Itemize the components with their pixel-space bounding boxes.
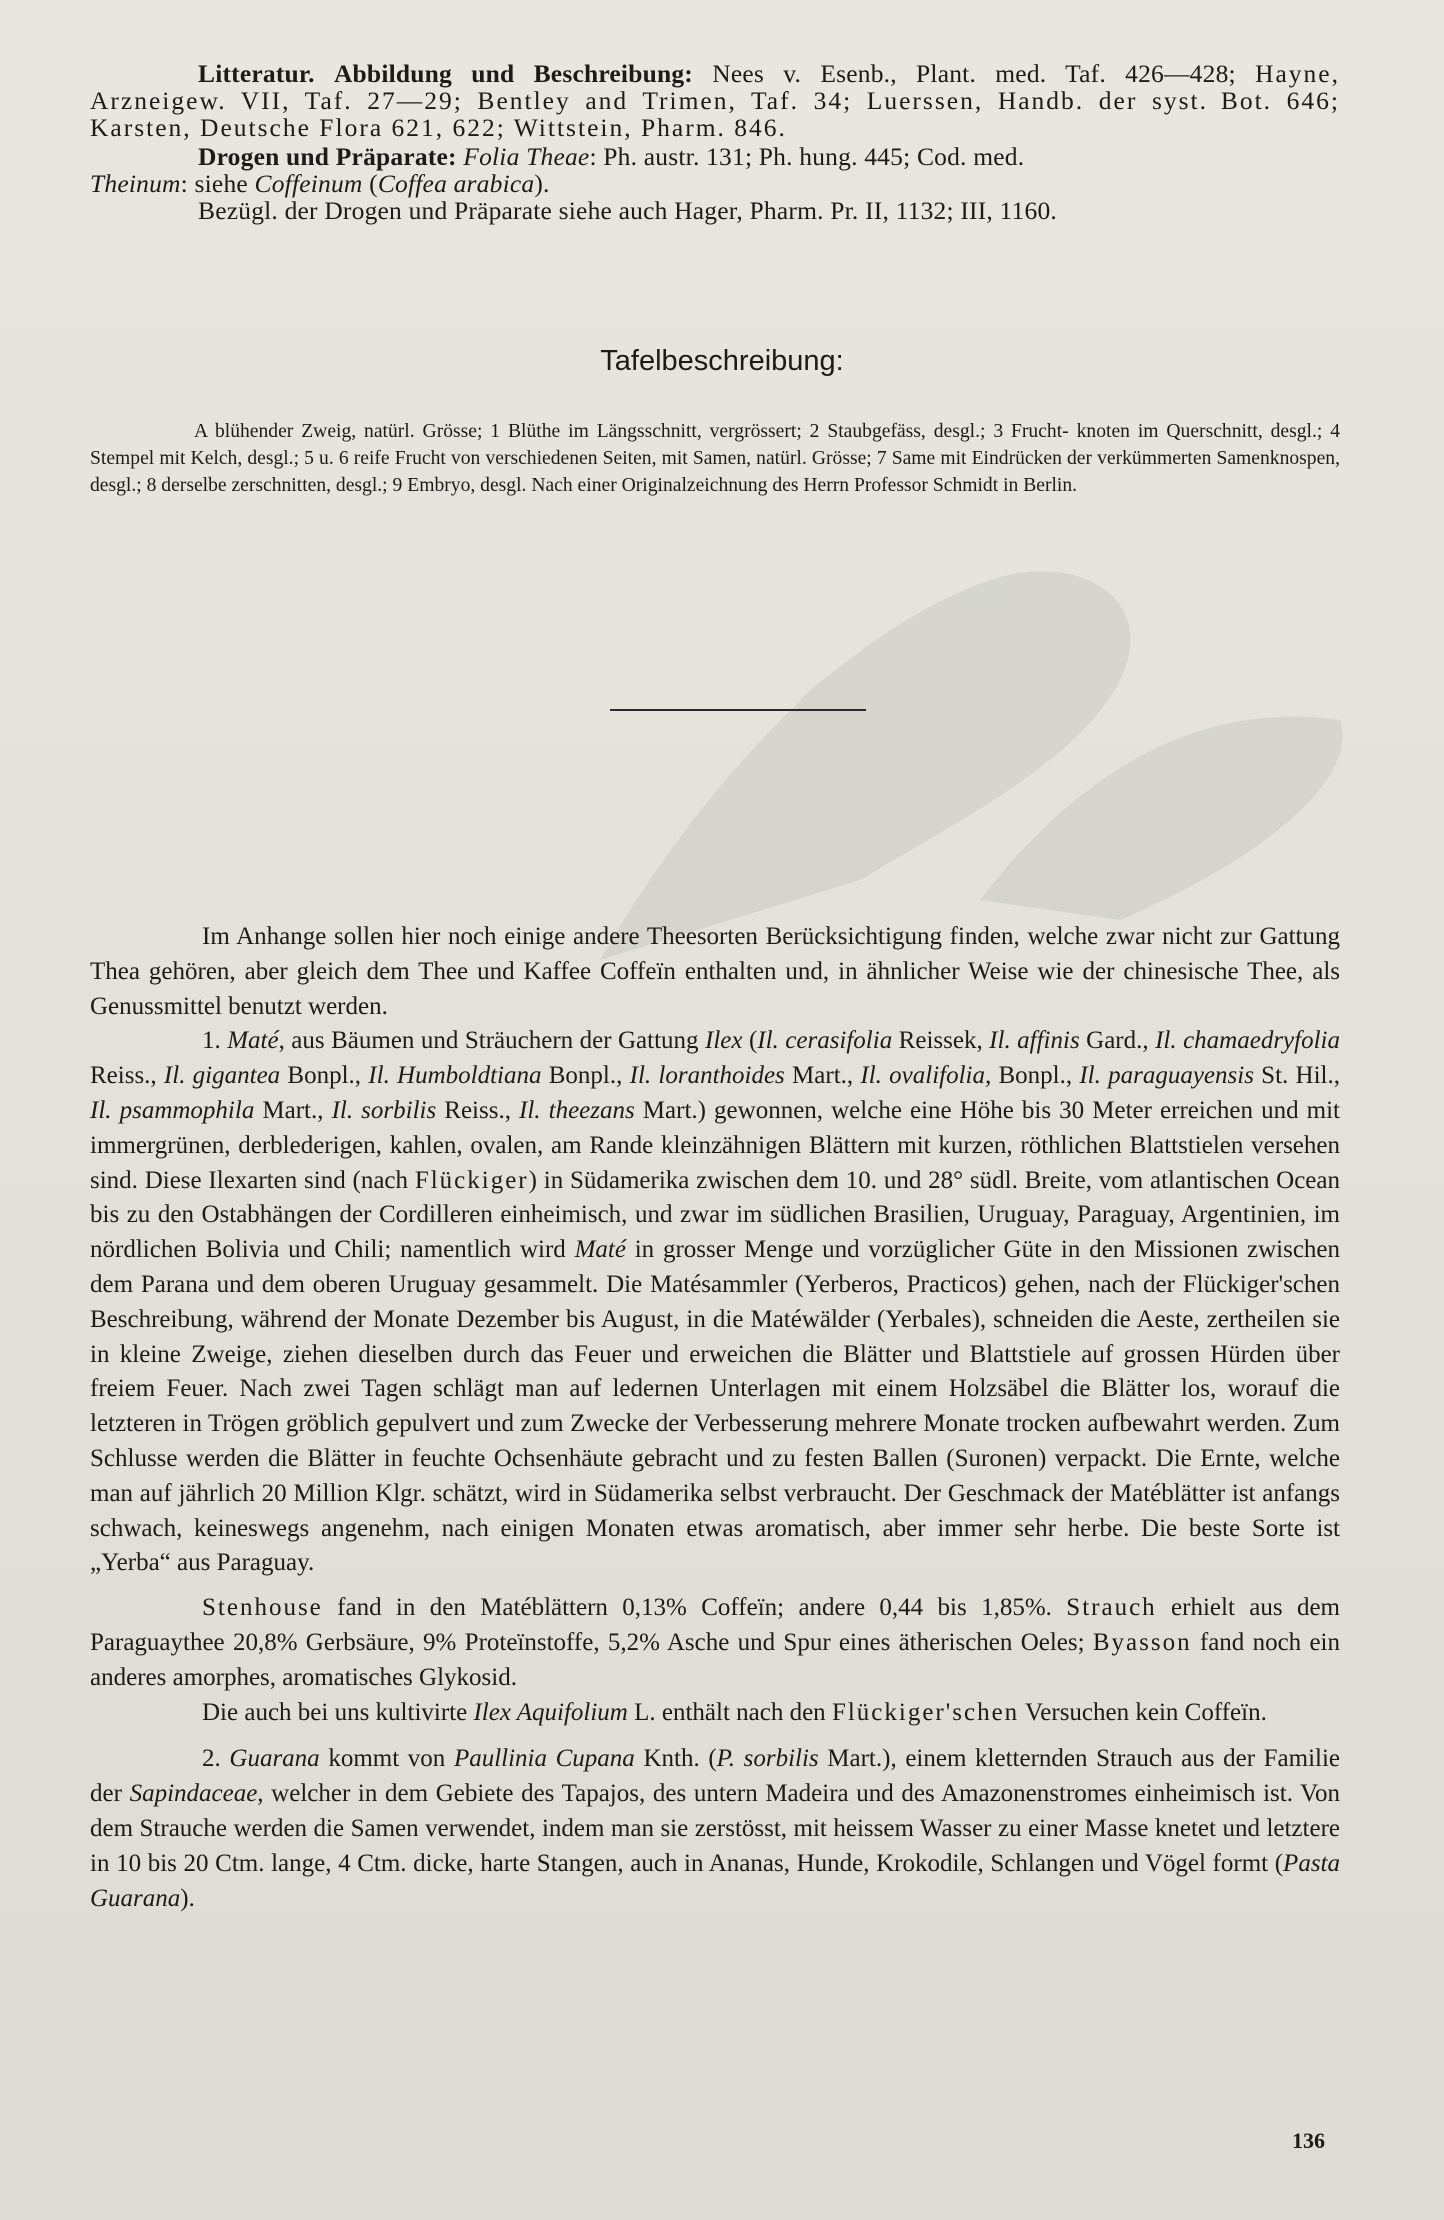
mate-name-2: Maté: [574, 1236, 626, 1264]
strauch-name: Strauch: [1066, 1594, 1157, 1622]
mate-sp11: Il. theezans: [519, 1096, 635, 1124]
mate-sp3: Il. chamaedryfolia: [1155, 1027, 1340, 1055]
tafel-line-1: A blühender Zweig, natürl. Grösse; 1 Blüthe im Längsschnitt, vergrössert; 2 Staubgefäss, desgl.; 3 Frucht-: [194, 421, 1069, 442]
tafel-description: [90, 418, 1340, 499]
literature-abbildung: [90, 60, 1340, 141]
mate-name: Maté: [227, 1027, 279, 1055]
aquifolium-t1: Die auch bei uns kultivirte: [202, 1698, 474, 1726]
mate-sp10: Il. sorbilis: [331, 1096, 437, 1124]
mate-t11: Mart.,: [254, 1096, 332, 1124]
mate-sp9: Il. psammophila: [90, 1096, 255, 1124]
mate-t12: Reiss.,: [436, 1096, 520, 1124]
mate-t5: Reiss.,: [90, 1062, 164, 1090]
stenhouse-t1: fand in den Matéblättern 0,13% Coffeïn; andere 0,44 bis 1,85%.: [322, 1594, 1067, 1622]
intro-paragraph: Im Anhange sollen hier noch einige andere Theesorten Berücksichtigung finden, welche zwar nicht zur Gattung Thea gehören, aber gleich dem Thee und Kaffee Coffeïn enthalten und, in ähnlicher Weise wie der chinesische Thee, als Genussmittel benutzt werden.: [90, 923, 1340, 1020]
mate-ilex: Ilex: [705, 1027, 743, 1055]
tafel-line-4: 9 Embryo, desgl. Nach einer Originalzeichnung des Herrn Professor Schmidt in Berlin.: [392, 475, 1078, 496]
abbildung-text-3: Bot. 646; Karsten, Deutsche Flora 621, 622; Wittstein, Pharm. 846.: [90, 86, 1340, 142]
tafel-line-2: knoten im Querschnitt, desgl.; 4 Stempel mit Kelch, desgl.; 5 u. 6 reife Frucht von verschiedenen Seiten, mit Samen,: [90, 421, 1341, 469]
abbildung-text-1: Nees v. Esenb., Plant. med. Taf. 426—428;: [693, 59, 1236, 88]
guarana-number: 2.: [202, 1745, 230, 1773]
guarana-t1: kommt von: [319, 1745, 454, 1773]
abbildung-label: Abbildung und Beschreibung:: [333, 59, 693, 88]
guarana-t4: , welcher in dem Gebiete des Tapajos, des untern Madeira und des Amazonenstromes einheimisch ist. Von dem Strauche werden die Samen verwendet, indem man sie zerstösst, mit heissem Wasser zu einer Masse knetet und letztere in 10 bis 20 Ctm. lange, 4 Ctm. dicke, harte Stangen, auch in Ananas, Hunde, Krokodile, Schlangen und Vögel formt (: [90, 1780, 1341, 1877]
mate-sp4: Il. gigantea: [163, 1062, 281, 1090]
drogen-text-2: : siehe: [180, 169, 255, 198]
mate-t13: Mart.) gewonnen, welche eine Höhe bis 30 Meter erreichen und mit immergrünen, derblederigen, kahlen, ovalen, am Rande kleinzähnigen Blättern mit kurzen, röthlichen Blattstielen versehen sind. Diese Ilexarten sind (nach: [90, 1096, 1340, 1194]
abbildung-text-2: Hayne, Arzneigew. VII, Taf. 27—29; Bentley and Trimen, Taf. 34; Luerssen, Handb. der syst.: [90, 59, 1340, 115]
drogen-theinum: Theinum: [90, 169, 181, 198]
guarana-paragraph: [90, 1742, 1340, 1916]
mate-t3: Reissek,: [892, 1027, 990, 1055]
mate-flueckiger: Flückiger: [414, 1166, 529, 1194]
literature-drogen: [90, 143, 1340, 197]
mate-sp1: Il. cerasifolia: [757, 1027, 893, 1055]
tafel-line-3: natürl. Grösse; 7 Same mit Eindrücken der verkümmerten Samenknospen, desgl.; 8 derselbe zerschnitten, desgl.;: [90, 448, 1340, 496]
guarana-t5: ).: [180, 1884, 195, 1912]
main-text: [90, 920, 1340, 1916]
drogen-text-3: (: [362, 169, 378, 198]
guarana-paullinia: Paullinia Cupana: [453, 1745, 635, 1773]
mate-t6: Bonpl.,: [280, 1062, 369, 1090]
page-number: 136: [1292, 2128, 1325, 2153]
aquifolium-paragraph: [90, 1696, 1340, 1731]
mate-t1: , aus Bäumen und Sträuchern der Gattung: [278, 1027, 706, 1055]
drogen-label: Drogen und Präparate:: [198, 142, 457, 171]
aquifolium-species: Ilex Aquifolium: [473, 1698, 628, 1726]
drogen-text-1: : Ph. austr. 131; Ph. hung. 445; Cod. med.: [589, 142, 1025, 171]
mate-t4: Gard.,: [1079, 1027, 1156, 1055]
stenhouse-paragraph: [90, 1591, 1340, 1695]
mate-paragraph: [90, 1024, 1340, 1581]
guarana-t3: Mart.), einem kletternden Strauch aus der Familie der: [90, 1745, 1341, 1808]
mate-t2: (: [742, 1027, 758, 1055]
stenhouse-t2: erhielt aus dem Paraguaythee 20,8% Gerbsäure, 9% Proteïnstoffe, 5,2% Asche und Spur eines ätherischen Oeles;: [90, 1594, 1340, 1656]
aquifolium-flueckiger: Flückiger'schen: [831, 1698, 1020, 1726]
guarana-sorbilis: P. sorbilis: [716, 1745, 819, 1773]
guarana-name: Guarana: [229, 1745, 320, 1773]
aquifolium-t2: L. enthält nach den: [627, 1698, 832, 1726]
section-divider: [610, 709, 866, 711]
mate-sp6: Il. loranthoides: [629, 1062, 785, 1090]
tafel-title: Tafelbeschreibung:: [600, 345, 844, 377]
guarana-pasta: Pasta Guarana: [90, 1849, 1340, 1912]
drogen-folia-theae: Folia Theae: [463, 142, 590, 171]
guarana-t2: Knth. (: [634, 1745, 717, 1773]
mate-t15: in grosser Menge und vorzüglicher Güte in den Missionen zwischen dem Parana und dem oberen Uruguay gesammelt. Die Matésammler (Yerberos, Practicos) gehen, nach der Flückiger'schen Beschreibung, während der Monate Dezember bis August, in die Matéwälder (Yerbales), schneiden die Aeste, zertheilen sie in kleine Zweige, ziehen dieselben durch das Feuer und erweichen die Blätter und Blattstiele auf grossen Hürden über freiem Feuer. Nach zwei Tagen schlägt man auf ledernen Unterlagen mit einem Holzsäbel die Blätter los, worauf die letzteren in Trögen gröblich gepulvert und zum Zwecke der Verbesserung mehrere Monate trocken aufbewahrt werden. Zum Schlusse werden die Blätter in feuchte Ochsenhäute gebracht und zu festen Ballen (Suronen) verpackt. Die Ernte, welche man auf jährlich 20 Million Klgr. schätzt, wird in Südamerika selbst verbraucht. Der Geschmack der Matéblätter ist anfangs schwach, keineswegs angenehm, nach einigen Monaten etwas aromatisch, aber immer sehr herbe. Die beste Sorte ist „Yerba“ aus Paraguay.: [90, 1236, 1341, 1577]
mate-t7: Bonpl.,: [541, 1062, 630, 1090]
drogen-coffeinum: Coffeinum: [254, 169, 363, 198]
stenhouse-t3: fand noch ein anderes amorphes, aromatisches Glykosid.: [90, 1628, 1340, 1691]
guarana-sapindaceae: Sapindaceae: [129, 1780, 258, 1808]
drogen-coffea-arabica: Coffea arabica: [377, 169, 535, 198]
tafel-section: [90, 418, 1340, 499]
byasson-name: Byasson: [1092, 1628, 1192, 1656]
mate-t14: ) in Südamerika zwischen dem 10. und 28° südl. Breite, vom atlantischen Ocean bis zu den Ostabhängen der Cordilleren einheimisch, und zwar im südlichen Brasilien, Uruguay, Paraguay, Argentinien, im nördlichen Bolivia und Chili; namentlich wird: [90, 1166, 1341, 1264]
literature-section: [90, 60, 1340, 224]
mate-sp5: Il. Humboldtiana: [368, 1062, 542, 1090]
drogen-text-4: ).: [534, 169, 550, 198]
mate-sp2: Il. affinis: [989, 1027, 1080, 1055]
mate-sp7: Il. ovalifolia,: [860, 1062, 992, 1090]
mate-t8: Mart.,: [784, 1062, 861, 1090]
mate-sp8: Il. paraguayensis: [1079, 1062, 1254, 1090]
literature-label: Litteratur.: [198, 59, 315, 88]
aquifolium-t3: Versuchen kein Coffeïn.: [1019, 1698, 1267, 1726]
mate-t10: St. Hil.,: [1253, 1062, 1340, 1090]
mate-t9: Bonpl.,: [991, 1062, 1080, 1090]
literature-bezugl: Bezügl. der Drogen und Präparate siehe auch Hager, Pharm. Pr. II, 1132; III, 1160.: [198, 196, 1057, 225]
stenhouse-name: Stenhouse: [202, 1594, 323, 1622]
mate-number: 1.: [202, 1027, 228, 1055]
